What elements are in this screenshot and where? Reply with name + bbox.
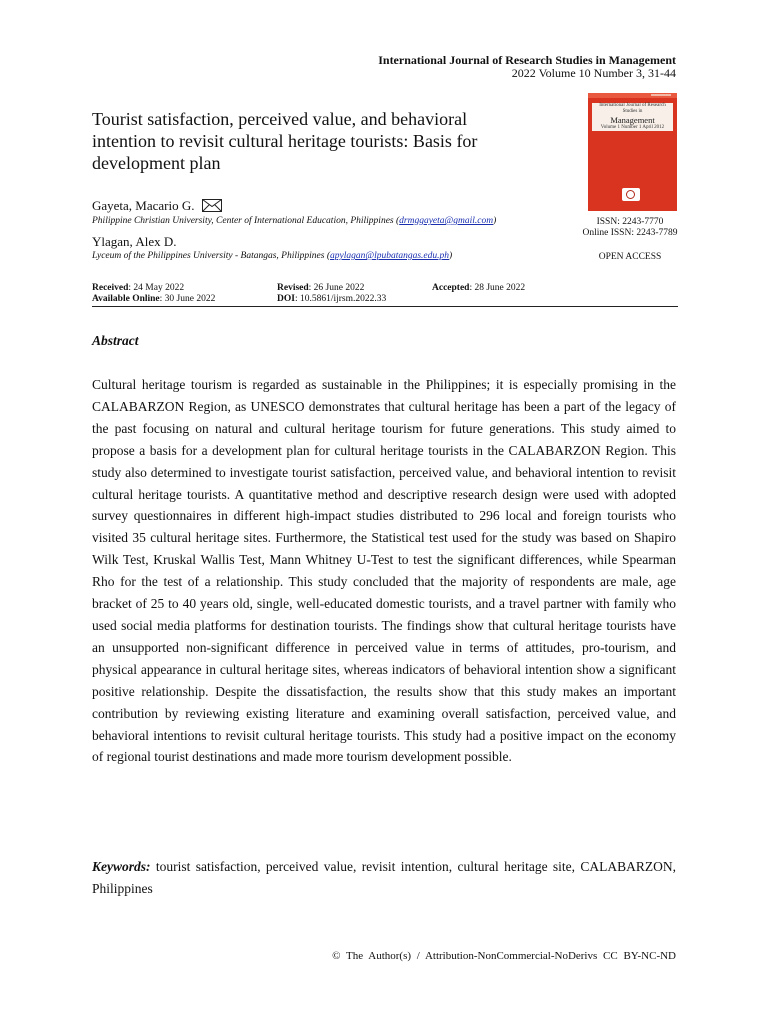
- accepted-date: [432, 283, 525, 293]
- cover-logo-icon: [622, 188, 640, 201]
- available-online-value: : 30 June 2022: [159, 294, 216, 304]
- keywords: [92, 856, 676, 900]
- issn: ISSN: 2243-7770: [596, 217, 664, 227]
- revised-value: : 26 June 2022: [308, 283, 365, 293]
- received-label: Received: [92, 283, 129, 293]
- abstract-heading: Abstract: [92, 333, 139, 348]
- cover-line-1: International Journal of Research Studies in: [599, 103, 666, 114]
- doi: [277, 294, 386, 304]
- accepted-label: Accepted: [432, 283, 470, 293]
- mail-icon[interactable]: [202, 199, 222, 212]
- journal-cover-image: [588, 93, 677, 211]
- header-divider: [92, 306, 678, 307]
- doi-value[interactable]: : 10.5861/ijrsm.2022.33: [294, 294, 387, 304]
- author-2-affiliation: Lyceum of the Philippines University - Batangas, Philippines (apylagan@lpubatangas.edu.ph): [92, 251, 453, 261]
- author-1-email-link[interactable]: drmggayeta@gmail.com: [399, 216, 494, 226]
- author-2-affiliation-text: Lyceum of the Philippines University - Batangas, Philippines: [92, 251, 325, 261]
- journal-issue: 2022 Volume 10 Number 3, 31-44: [511, 66, 676, 80]
- cover-top-mark: [651, 94, 671, 96]
- accepted-value: : 28 June 2022: [469, 283, 526, 293]
- abstract-text: Cultural heritage tourism is regarded as sustainable in the Philippines; it is especially promising in the CALABARZON Region, as UNESCO demonstrates that cultural heritage has been a part of the legacy of the past focusing on natural and cultural heritage tourism for future generations. This study aimed to propose a basis for a development plan for cultural heritage tourists in the CALABARZON Region. This study also determined to investigate tourist satisfaction, perceived value, and behavioral intention to revisit cultural heritage tourists. A quantitative method and descriptive research design were used with adopted survey questionnaires in different high-impact studies distributed to 296 local and foreign tourists who visited 35 cultural heritage sites. Furthermore, the Statistical test used for the study was based on Shapiro Wilk Test, Kruskal Wallis Test, Mann Whitney U-Test to test the significant differences, while Spearman Rho for the test of a relationship. This study concluded that the majority of respondents are male, age bracket of 25 to 40 years old, single, well-educated domestic tourists, and a travel partner with family who used social media platforms for destination tourists. The findings show that cultural heritage tourists have an unsupported non-significant difference in perceived value in terms of attitudes, pro-tourism, and physical appearance in cultural heritage sites, whereas indicators of behavioral intention show a significant positive relationship. Despite the dissatisfaction, the results show that this study makes an important contribution by reviewing existing literature and examining overall satisfaction, perceived value, and behavioral intentions to revisit cultural heritage tourists. This study had a positive impact on the economy of regional tourist destinations and made more tourism development possible.: [92, 377, 676, 765]
- received-date: [92, 283, 184, 293]
- available-online-date: [92, 294, 215, 304]
- open-access-label: OPEN ACCESS: [598, 252, 662, 262]
- author-2-email-link[interactable]: apylagan@lpubatangas.edu.ph: [329, 251, 450, 261]
- doi-label: DOI: [277, 294, 295, 304]
- revised-label: Revised: [277, 283, 309, 293]
- keywords-label: Keywords:: [92, 859, 151, 874]
- author-1: [92, 198, 222, 214]
- cover-title-panel: [592, 103, 673, 131]
- received-value: : 24 May 2022: [128, 283, 185, 293]
- license-footer: © The Author(s) / Attribution-NonCommercial-NoDerivs CC BY-NC-ND: [332, 950, 676, 962]
- cover-line-2: Management: [610, 115, 655, 125]
- keywords-text: tourist satisfaction, perceived value, revisit intention, cultural heritage site, CALABARZON, Philippines: [92, 859, 677, 896]
- available-online-label: Available Online: [92, 294, 160, 304]
- author-2-name: Ylagan, Alex D.: [92, 234, 177, 249]
- revised-date: [277, 283, 364, 293]
- author-1-affiliation-text: Philippine Christian University, Center of International Education, Philippines: [92, 216, 394, 226]
- author-1-name: Gayeta, Macario G.: [92, 198, 195, 213]
- cover-line-3: Volume 1 Number 1 April 2012: [600, 125, 665, 130]
- paper-title: Tourist satisfaction, perceived value, and behavioral intention to revisit cultural heritage tourists: Basis for development plan: [92, 109, 478, 173]
- online-issn: Online ISSN: 2243-7789: [582, 228, 678, 238]
- journal-name: International Journal of Research Studies in Management: [378, 53, 676, 67]
- author-1-affiliation: Philippine Christian University, Center of International Education, Philippines (drmggayeta@gmail.com): [92, 216, 497, 226]
